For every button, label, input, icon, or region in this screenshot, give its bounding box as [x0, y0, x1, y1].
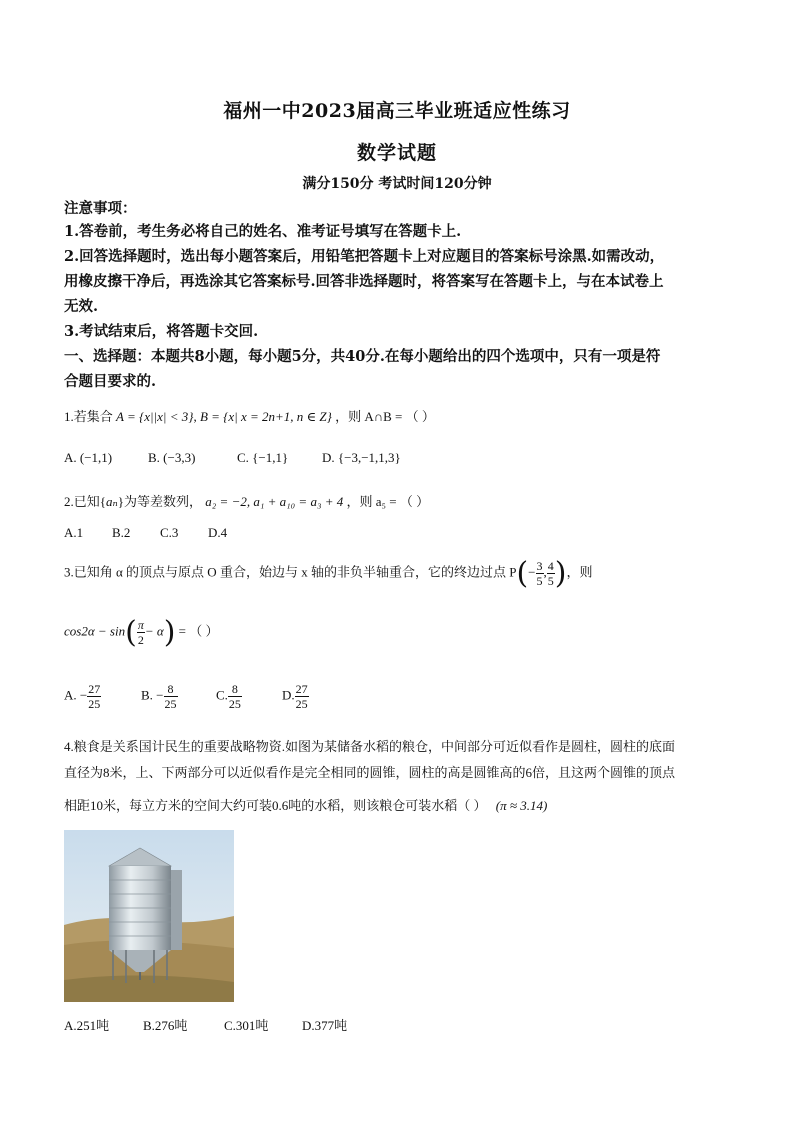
question-4-line-2: 直径为8米，上、下两部分可以近似看作是完全相同的圆锥，圆柱的高是圆锥高的6倍，且这两个圆锥的顶点 — [64, 765, 676, 780]
q3-option-d-den: 25 — [295, 697, 308, 711]
q3-option-b-den: 25 — [164, 697, 177, 711]
q2-text-b: }为等差数列， — [117, 494, 203, 509]
q1-prefix: 1.若集合 — [64, 409, 113, 424]
q3-option-b — [141, 682, 178, 711]
notice-item-2-line-3: 无效. — [64, 298, 99, 315]
q4-option-a: A.251吨 — [64, 1018, 110, 1033]
q3-ask: = （ ） — [175, 623, 219, 639]
q3-text: 3.已知角 α 的顶点与原点 O 重合，始边与 x 轴的非负半轴重合，它的终边过点 P — [64, 564, 517, 580]
question-3-line-2: cos2α − sin( $\frac{\pi}{2}$ − α) = （ ） — [64, 615, 219, 650]
q3-expr-b: − α — [144, 623, 164, 639]
question-4-line-1: 4.粮食是关系国计民生的重要战略物资.如图为某储备水稻的粮仓，中间部分可近似看作是圆柱，圆柱的底面 — [64, 739, 676, 754]
q3-point-y-num: 4 — [547, 559, 554, 573]
q3-option-c-den: 25 — [228, 697, 241, 711]
q1-option-c: C. {−1,1} — [237, 450, 289, 465]
notice-item-2-line-2: 用橡皮擦干净后，再选涂其它答案标号.回答非选择题时，将答案写在答题卡上，与在本试卷上 — [64, 273, 664, 290]
q4-option-d: D.377吨 — [302, 1018, 348, 1033]
question-1: 1.若集合 A = {x||x| < 3}, B = {x| x = 2n+1, n ∈ Z} ，则 A∩B = （ ） — [64, 409, 435, 424]
question-3-line-1: 3.已知角 α 的顶点与原点 O 重合，始边与 x 轴的非负半轴重合，它的终边过点 P(− $\frac{3}{5}$ , $\frac{4}{5}$ )，则 — [64, 556, 593, 591]
q3-tail: ，则 — [566, 564, 593, 580]
q3-point-x-num: 3 — [536, 559, 543, 573]
q3-pi-over-2 — [137, 618, 145, 647]
q3-point-x — [536, 559, 544, 588]
exam-subject: 数学试题 — [356, 142, 437, 164]
q3-two: 2 — [137, 633, 144, 647]
q3-option-d-label: D. — [282, 687, 295, 703]
q3-option-c — [216, 682, 242, 711]
q2-option-b: B.2 — [112, 525, 131, 540]
q3-option-c-label: C. — [216, 687, 228, 703]
q4-pi-note: (π ≈ 3.14) — [495, 798, 548, 813]
q2-seq: aₙ — [106, 494, 118, 509]
q2-option-a: A.1 — [64, 525, 84, 540]
q2-text-a: 2.已知{ — [64, 494, 106, 509]
q2-ask: ，则 a₅ = （ ） — [346, 494, 430, 509]
exam-title: 福州一中2023届高三毕业班适应性练习 — [223, 100, 571, 122]
q1-option-d: D. {−3,−1,1,3} — [322, 450, 401, 465]
q3-option-d-num: 27 — [295, 682, 308, 696]
q1-option-a: A. (−1,1) — [64, 450, 113, 465]
notice-item-3: 3.考试结束后，将答题卡交回. — [64, 323, 259, 340]
exam-info: 满分150分 考试时间120分钟 — [302, 176, 492, 192]
q1-set-b: B = {x| x = 2n+1, n ∈ Z} — [199, 409, 332, 424]
section-heading-line-1: 一、选择题：本题共8小题，每小题5分，共40分.在每小题给出的四个选项中，只有一项是符 — [64, 348, 661, 365]
granary-silo-photo — [64, 830, 234, 1002]
q1-set-a: A = {x||x| < 3} — [116, 409, 194, 424]
q3-point-y-den: 5 — [547, 574, 554, 588]
q3-point-x-den: 5 — [536, 574, 543, 588]
q3-option-a-num: 27 — [88, 682, 101, 696]
q3-pi: π — [137, 618, 144, 632]
q3-option-b-num: 8 — [164, 682, 178, 697]
q2-condition: a₂ = −2, a₁ + a₁₀ = a₃ + 4 — [205, 494, 344, 509]
q1-ask: ，则 A∩B = （ ） — [335, 409, 435, 424]
notice-item-1: 1.答卷前，考生务必将自己的姓名、准考证号填写在答题卡上. — [64, 223, 462, 240]
question-4-line-3 — [64, 795, 547, 814]
q2-option-d: D.4 — [208, 525, 228, 540]
q4-line-3-text: 相距10米，每立方米的空间大约可装0.6吨的水稻，则该粮仓可装水稻（ ） — [64, 798, 487, 813]
q3-option-a-label: A. − — [64, 687, 88, 703]
q1-option-b: B. (−3,3) — [148, 450, 196, 465]
q3-option-c-num: 8 — [228, 682, 242, 697]
q4-option-c: C.301吨 — [224, 1018, 269, 1033]
q3-option-a — [64, 682, 101, 711]
q2-option-c: C.3 — [160, 525, 179, 540]
notice-item-2-line-1: 2.回答选择题时，选出每小题答案后，用铅笔把答题卡上对应题目的答案标号涂黑.如需改动， — [64, 248, 665, 265]
q3-point-y — [547, 559, 555, 588]
q3-option-a-den: 25 — [88, 697, 101, 711]
notice-heading: 注意事项： — [64, 200, 137, 217]
question-2 — [64, 491, 429, 510]
q4-option-b: B.276吨 — [143, 1018, 188, 1033]
q3-option-d — [282, 682, 309, 711]
q3-option-b-label: B. − — [141, 687, 164, 703]
section-heading-line-2: 合题目要求的. — [64, 373, 157, 390]
q3-expr-a: cos2α − sin — [64, 623, 126, 639]
